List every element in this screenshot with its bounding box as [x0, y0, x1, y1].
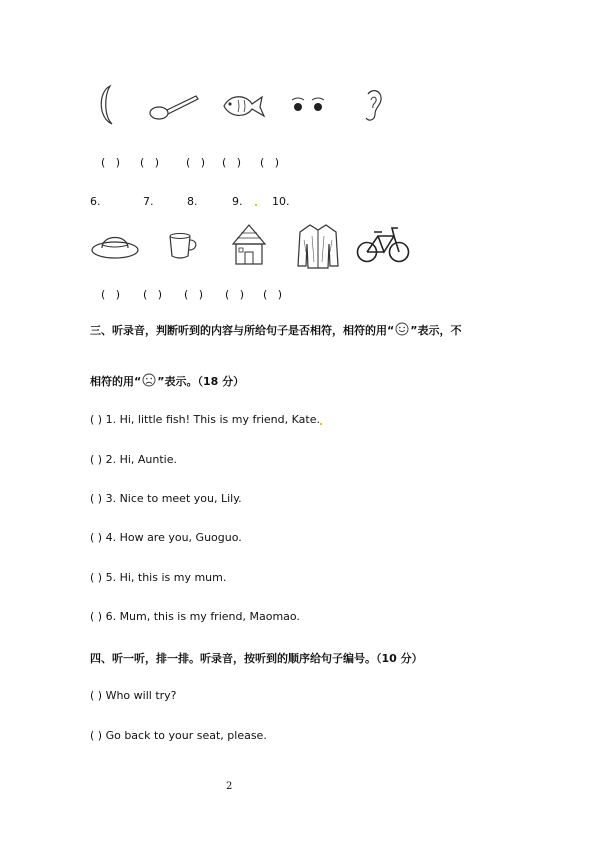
item-number: 9. — [232, 195, 243, 208]
answer-blank[interactable]: ( ) — [263, 288, 283, 301]
item-number: 10. — [272, 195, 290, 208]
ear-icon — [362, 88, 384, 124]
answer-blank[interactable]: ( ) — [143, 288, 163, 301]
page-number: 2 — [226, 781, 233, 792]
sad-face-icon — [142, 373, 156, 390]
coat-icon — [296, 222, 340, 270]
section-4-heading: 四、听一听，排一排。听录音，按听到的顺序给句子编号。（10 分） — [90, 652, 423, 665]
item-number: 8. — [187, 195, 198, 208]
eyes-icon — [290, 96, 326, 114]
answer-blank[interactable]: ( ) — [101, 288, 121, 301]
smiley-face-icon — [395, 322, 409, 339]
judge-item: ( ) 3. Nice to meet you, Lily. — [90, 492, 242, 505]
judge-item: ( ) 2. Hi, Auntie. — [90, 453, 177, 466]
answer-blank[interactable]: ( ) — [225, 288, 245, 301]
spoon-icon — [148, 92, 200, 122]
answer-blank[interactable]: ( ) — [186, 156, 206, 169]
section-3-heading — [90, 322, 461, 339]
answer-blank[interactable]: ( ) — [140, 156, 160, 169]
house-icon — [230, 222, 268, 268]
item-number: 6. — [90, 195, 101, 208]
judge-item: ( ) 6. Mum, this is my friend, Maomao. — [90, 610, 300, 623]
section-3-heading-text: ”表示。（18 分） — [157, 375, 245, 388]
stray-mark — [255, 204, 257, 206]
order-item: ( ) Go back to your seat, please. — [90, 729, 267, 742]
bicycle-icon — [356, 222, 410, 264]
section-3-heading-text: 相符的用“ — [90, 375, 142, 388]
section-3-heading-text: 三、听录音，判断听到的内容与所给句子是否相符，相符的用“ — [90, 324, 395, 337]
section-3-heading-cont — [90, 373, 244, 390]
order-item: ( ) Who will try? — [90, 689, 177, 702]
judge-item: ( ) 4. How are you, Guoguo. — [90, 531, 242, 544]
stray-mark — [320, 423, 322, 425]
fish-icon — [220, 92, 266, 120]
judge-item: ( ) 5. Hi, this is my mum. — [90, 571, 227, 584]
item-number: 7. — [143, 195, 154, 208]
moon-icon — [96, 84, 126, 126]
answer-blank[interactable]: ( ) — [260, 156, 280, 169]
hat-icon — [90, 228, 140, 264]
answer-blank[interactable]: ( ) — [222, 156, 242, 169]
answer-blank[interactable]: ( ) — [101, 156, 121, 169]
answer-blank[interactable]: ( ) — [184, 288, 204, 301]
judge-item: ( ) 1. Hi, little fish! This is my friend, Kate. — [90, 413, 320, 426]
section-3-heading-text: ”表示，不 — [410, 324, 462, 337]
cup-icon — [166, 232, 200, 262]
